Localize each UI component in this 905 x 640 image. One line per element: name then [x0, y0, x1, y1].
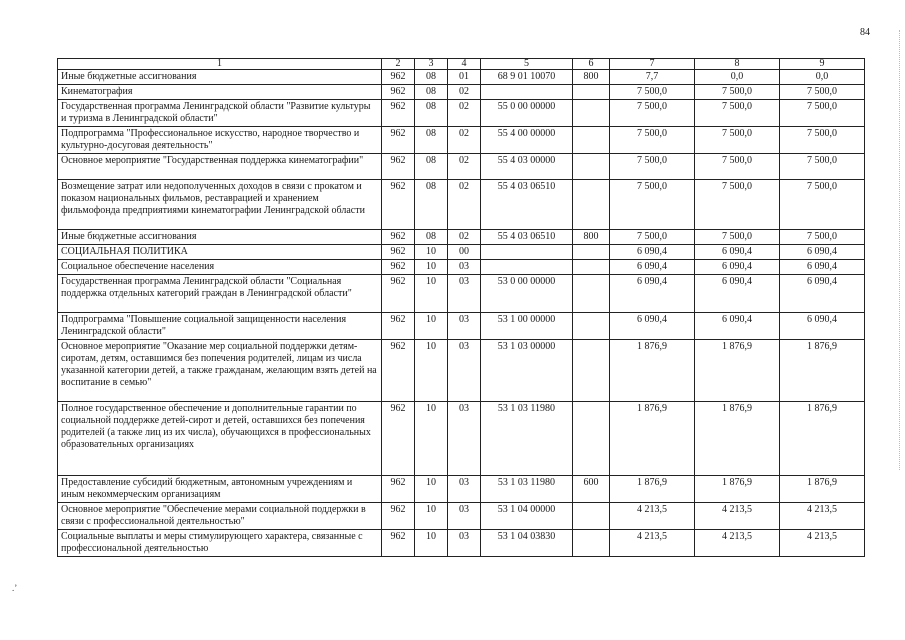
column-header: 4 — [448, 59, 481, 70]
cell-amount-year3: 6 090,4 — [780, 313, 865, 340]
table-row — [58, 260, 865, 275]
table-row — [58, 313, 865, 340]
cell-amount-year1: 7 500,0 — [610, 127, 695, 154]
cell-amount-year3: 7 500,0 — [780, 180, 865, 230]
table-row — [58, 85, 865, 100]
page-number: 84 — [860, 27, 870, 38]
cell-amount-year2: 7 500,0 — [695, 85, 780, 100]
cell-expense-type — [573, 180, 610, 230]
cell-target-article: 53 1 00 00000 — [481, 313, 573, 340]
column-header: 9 — [780, 59, 865, 70]
cell-target-article: 53 0 00 00000 — [481, 275, 573, 313]
cell-amount-year2: 6 090,4 — [695, 313, 780, 340]
cell-expense-type — [573, 313, 610, 340]
cell-target-article: 53 1 03 11980 — [481, 476, 573, 503]
cell-expense-type — [573, 85, 610, 100]
cell-target-article: 53 1 04 03830 — [481, 530, 573, 557]
cell-grbs: 962 — [382, 230, 415, 245]
cell-target-article: 55 4 03 06510 — [481, 180, 573, 230]
cell-amount-year1: 7,7 — [610, 70, 695, 85]
cell-grbs: 962 — [382, 402, 415, 476]
column-header: 3 — [415, 59, 448, 70]
table-row — [58, 230, 865, 245]
row-name: Подпрограмма "Повышение социальной защищенности населения Ленинградской области" — [58, 313, 382, 340]
row-name: Иные бюджетные ассигнования — [58, 70, 382, 85]
cell-expense-type — [573, 127, 610, 154]
cell-amount-year2: 7 500,0 — [695, 127, 780, 154]
cell-expense-type — [573, 530, 610, 557]
cell-amount-year1: 6 090,4 — [610, 313, 695, 340]
cell-amount-year1: 4 213,5 — [610, 503, 695, 530]
cell-grbs: 962 — [382, 180, 415, 230]
cell-amount-year2: 1 876,9 — [695, 402, 780, 476]
cell-subsection: 03 — [448, 340, 481, 402]
cell-section: 08 — [415, 100, 448, 127]
cell-amount-year2: 0,0 — [695, 70, 780, 85]
cell-subsection: 02 — [448, 180, 481, 230]
cell-section: 08 — [415, 230, 448, 245]
cell-section: 10 — [415, 476, 448, 503]
cell-target-article — [481, 85, 573, 100]
cell-target-article — [481, 245, 573, 260]
column-header: 5 — [481, 59, 573, 70]
cell-amount-year3: 1 876,9 — [780, 402, 865, 476]
cell-expense-type: 600 — [573, 476, 610, 503]
row-name: Социальное обеспечение населения — [58, 260, 382, 275]
row-name: Основное мероприятие "Государственная поддержка кинематографии" — [58, 154, 382, 180]
cell-expense-type — [573, 260, 610, 275]
column-header: 6 — [573, 59, 610, 70]
table-row — [58, 476, 865, 503]
cell-subsection: 01 — [448, 70, 481, 85]
cell-amount-year2: 4 213,5 — [695, 530, 780, 557]
cell-amount-year3: 1 876,9 — [780, 476, 865, 503]
cell-amount-year1: 6 090,4 — [610, 245, 695, 260]
cell-subsection: 02 — [448, 100, 481, 127]
row-name: Предоставление субсидий бюджетным, автономным учреждениям и иным некоммерческим организациям — [58, 476, 382, 503]
cell-grbs: 962 — [382, 313, 415, 340]
cell-amount-year3: 4 213,5 — [780, 530, 865, 557]
header-row — [58, 59, 865, 70]
cell-section: 10 — [415, 530, 448, 557]
cell-amount-year2: 6 090,4 — [695, 245, 780, 260]
scan-mark: .’ — [12, 583, 18, 593]
cell-target-article: 55 4 00 00000 — [481, 127, 573, 154]
table-row — [58, 127, 865, 154]
cell-amount-year1: 7 500,0 — [610, 230, 695, 245]
cell-amount-year2: 6 090,4 — [695, 275, 780, 313]
cell-grbs: 962 — [382, 503, 415, 530]
cell-amount-year2: 7 500,0 — [695, 180, 780, 230]
cell-target-article: 55 4 03 00000 — [481, 154, 573, 180]
cell-amount-year1: 7 500,0 — [610, 100, 695, 127]
row-name: СОЦИАЛЬНАЯ ПОЛИТИКА — [58, 245, 382, 260]
cell-expense-type — [573, 100, 610, 127]
cell-section: 08 — [415, 127, 448, 154]
cell-target-article — [481, 260, 573, 275]
cell-amount-year1: 7 500,0 — [610, 85, 695, 100]
table-body — [58, 59, 865, 557]
cell-amount-year2: 7 500,0 — [695, 154, 780, 180]
cell-section: 10 — [415, 503, 448, 530]
cell-amount-year2: 1 876,9 — [695, 476, 780, 503]
row-name: Кинематография — [58, 85, 382, 100]
table-row — [58, 503, 865, 530]
cell-grbs: 962 — [382, 127, 415, 154]
cell-subsection: 03 — [448, 530, 481, 557]
cell-expense-type — [573, 340, 610, 402]
cell-target-article: 55 0 00 00000 — [481, 100, 573, 127]
cell-section: 08 — [415, 180, 448, 230]
cell-grbs: 962 — [382, 260, 415, 275]
cell-amount-year1: 4 213,5 — [610, 530, 695, 557]
cell-amount-year3: 6 090,4 — [780, 245, 865, 260]
cell-section: 08 — [415, 85, 448, 100]
cell-amount-year1: 6 090,4 — [610, 260, 695, 275]
table-row — [58, 100, 865, 127]
cell-subsection: 02 — [448, 127, 481, 154]
cell-expense-type — [573, 402, 610, 476]
cell-amount-year2: 7 500,0 — [695, 230, 780, 245]
cell-section: 10 — [415, 245, 448, 260]
row-name: Основное мероприятие "Оказание мер социальной поддержки детям-сиротам, детям, оставшимся без попечения родителей, лицам из числа указанной категории детей, а также гражданам, желающим взять детей на воспитание в семью" — [58, 340, 382, 402]
cell-amount-year3: 7 500,0 — [780, 85, 865, 100]
row-name: Государственная программа Ленинградской области "Развитие культуры и туризма в Ленинградской области" — [58, 100, 382, 127]
cell-amount-year1: 6 090,4 — [610, 275, 695, 313]
cell-subsection: 02 — [448, 154, 481, 180]
cell-amount-year2: 6 090,4 — [695, 260, 780, 275]
cell-grbs: 962 — [382, 530, 415, 557]
row-name: Основное мероприятие "Обеспечение мерами социальной поддержки в связи с профессиональной деятельностью" — [58, 503, 382, 530]
cell-subsection: 03 — [448, 260, 481, 275]
cell-amount-year3: 6 090,4 — [780, 275, 865, 313]
cell-amount-year3: 7 500,0 — [780, 154, 865, 180]
cell-subsection: 02 — [448, 85, 481, 100]
cell-amount-year1: 1 876,9 — [610, 476, 695, 503]
cell-amount-year3: 7 500,0 — [780, 127, 865, 154]
cell-grbs: 962 — [382, 476, 415, 503]
cell-target-article: 53 1 03 00000 — [481, 340, 573, 402]
column-header: 2 — [382, 59, 415, 70]
cell-target-article: 53 1 04 00000 — [481, 503, 573, 530]
cell-grbs: 962 — [382, 85, 415, 100]
cell-amount-year1: 1 876,9 — [610, 402, 695, 476]
scan-edge — [899, 30, 901, 470]
table-row — [58, 245, 865, 260]
cell-amount-year3: 7 500,0 — [780, 100, 865, 127]
cell-subsection: 00 — [448, 245, 481, 260]
cell-amount-year1: 1 876,9 — [610, 340, 695, 402]
cell-grbs: 962 — [382, 340, 415, 402]
cell-amount-year2: 7 500,0 — [695, 100, 780, 127]
row-name: Государственная программа Ленинградской области "Социальная поддержка отдельных категорий граждан в Ленинградской области" — [58, 275, 382, 313]
cell-section: 10 — [415, 260, 448, 275]
column-header: 1 — [58, 59, 382, 70]
cell-target-article: 55 4 03 06510 — [481, 230, 573, 245]
cell-target-article: 53 1 03 11980 — [481, 402, 573, 476]
cell-grbs: 962 — [382, 70, 415, 85]
cell-amount-year2: 4 213,5 — [695, 503, 780, 530]
budget-table — [57, 58, 865, 557]
cell-grbs: 962 — [382, 245, 415, 260]
cell-expense-type — [573, 275, 610, 313]
row-name: Полное государственное обеспечение и дополнительные гарантии по социальной поддержке детей-сирот и детей, оставшихся без попечения родителей (а также лиц из их числа), обучающихся в профессиональных образовательных организациях — [58, 402, 382, 476]
row-name: Социальные выплаты и меры стимулирующего характера, связанные с профессиональной деятельностью — [58, 530, 382, 557]
cell-section: 10 — [415, 275, 448, 313]
table-row — [58, 70, 865, 85]
table-row — [58, 402, 865, 476]
cell-grbs: 962 — [382, 154, 415, 180]
cell-amount-year3: 0,0 — [780, 70, 865, 85]
cell-expense-type — [573, 503, 610, 530]
cell-amount-year1: 7 500,0 — [610, 180, 695, 230]
cell-subsection: 03 — [448, 402, 481, 476]
table-row — [58, 530, 865, 557]
cell-section: 08 — [415, 70, 448, 85]
cell-amount-year3: 7 500,0 — [780, 230, 865, 245]
cell-section: 10 — [415, 402, 448, 476]
cell-section: 10 — [415, 340, 448, 402]
cell-subsection: 03 — [448, 476, 481, 503]
cell-amount-year3: 1 876,9 — [780, 340, 865, 402]
cell-expense-type — [573, 245, 610, 260]
column-header: 8 — [695, 59, 780, 70]
cell-expense-type: 800 — [573, 70, 610, 85]
cell-expense-type — [573, 154, 610, 180]
row-name: Подпрограмма "Профессиональное искусство, народное творчество и культурно-досуговая деятельность" — [58, 127, 382, 154]
cell-subsection: 03 — [448, 275, 481, 313]
row-name: Иные бюджетные ассигнования — [58, 230, 382, 245]
cell-subsection: 03 — [448, 313, 481, 340]
table-row — [58, 180, 865, 230]
cell-amount-year2: 1 876,9 — [695, 340, 780, 402]
column-header: 7 — [610, 59, 695, 70]
row-name: Возмещение затрат или недополученных доходов в связи с прокатом и показом национальных фильмов, реставрацией и хранением фильмофонда предприятиями кинематографии Ленинградской области — [58, 180, 382, 230]
cell-amount-year1: 7 500,0 — [610, 154, 695, 180]
cell-section: 10 — [415, 313, 448, 340]
cell-subsection: 03 — [448, 503, 481, 530]
cell-expense-type: 800 — [573, 230, 610, 245]
cell-target-article: 68 9 01 10070 — [481, 70, 573, 85]
cell-grbs: 962 — [382, 100, 415, 127]
cell-subsection: 02 — [448, 230, 481, 245]
cell-section: 08 — [415, 154, 448, 180]
cell-grbs: 962 — [382, 275, 415, 313]
table-row — [58, 154, 865, 180]
table-row — [58, 275, 865, 313]
cell-amount-year3: 6 090,4 — [780, 260, 865, 275]
table-row — [58, 340, 865, 402]
cell-amount-year3: 4 213,5 — [780, 503, 865, 530]
